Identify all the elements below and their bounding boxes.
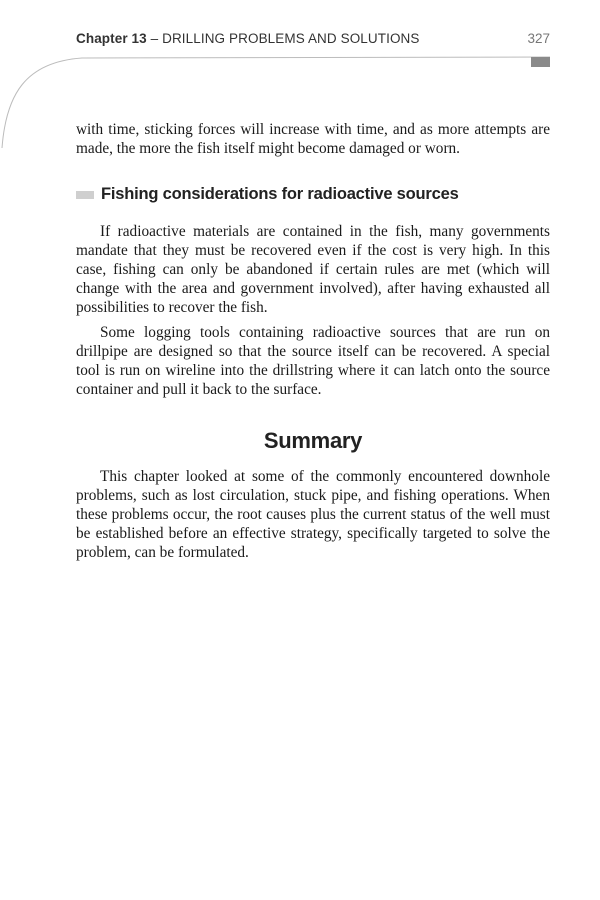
chapter-title: DRILLING PROBLEMS AND SOLUTIONS xyxy=(162,31,420,46)
intro-paragraph xyxy=(76,120,550,158)
heading-bullet-marker xyxy=(76,191,94,199)
page-tab-marker xyxy=(531,57,550,67)
section-body xyxy=(76,222,550,399)
section-paragraph-1: If radioactive materials are contained in the fish, many governments mandate that they must be recovered even if the cost is very high. In this case, fishing can only be abandoned if certain rules are met (which will change with the area and government involved), after having exhausted all possibilities to recover the fish. xyxy=(76,223,550,316)
chapter-number: Chapter 13 xyxy=(76,31,147,46)
section-heading-text: Fishing considerations for radioactive sources xyxy=(101,184,459,203)
page-number: 327 xyxy=(527,31,550,46)
summary-heading: Summary xyxy=(263,428,363,453)
summary-paragraph: This chapter looked at some of the commonly encountered downhole problems, such as lost circulation, stuck pipe, and fishing operations. When these problems occur, the root causes plus the current status of the well must be established before an effective strategy, specifically targeted to solve the problem, can be formulated. xyxy=(76,468,550,561)
section-paragraph-2: Some logging tools containing radioactive sources that are run on drillpipe are designed so that the source itself can be recovered. A special tool is run on wireline into the drillstring where it can latch onto the source container and pull it back to the surface. xyxy=(76,324,550,398)
section-heading xyxy=(76,183,459,205)
chapter-separator: – xyxy=(146,31,163,46)
intro-paragraph-text: with time, sticking forces will increase with time, and as more attempts are made, the more the fish itself might become damaged or worn. xyxy=(76,121,550,157)
summary-body xyxy=(76,467,550,562)
